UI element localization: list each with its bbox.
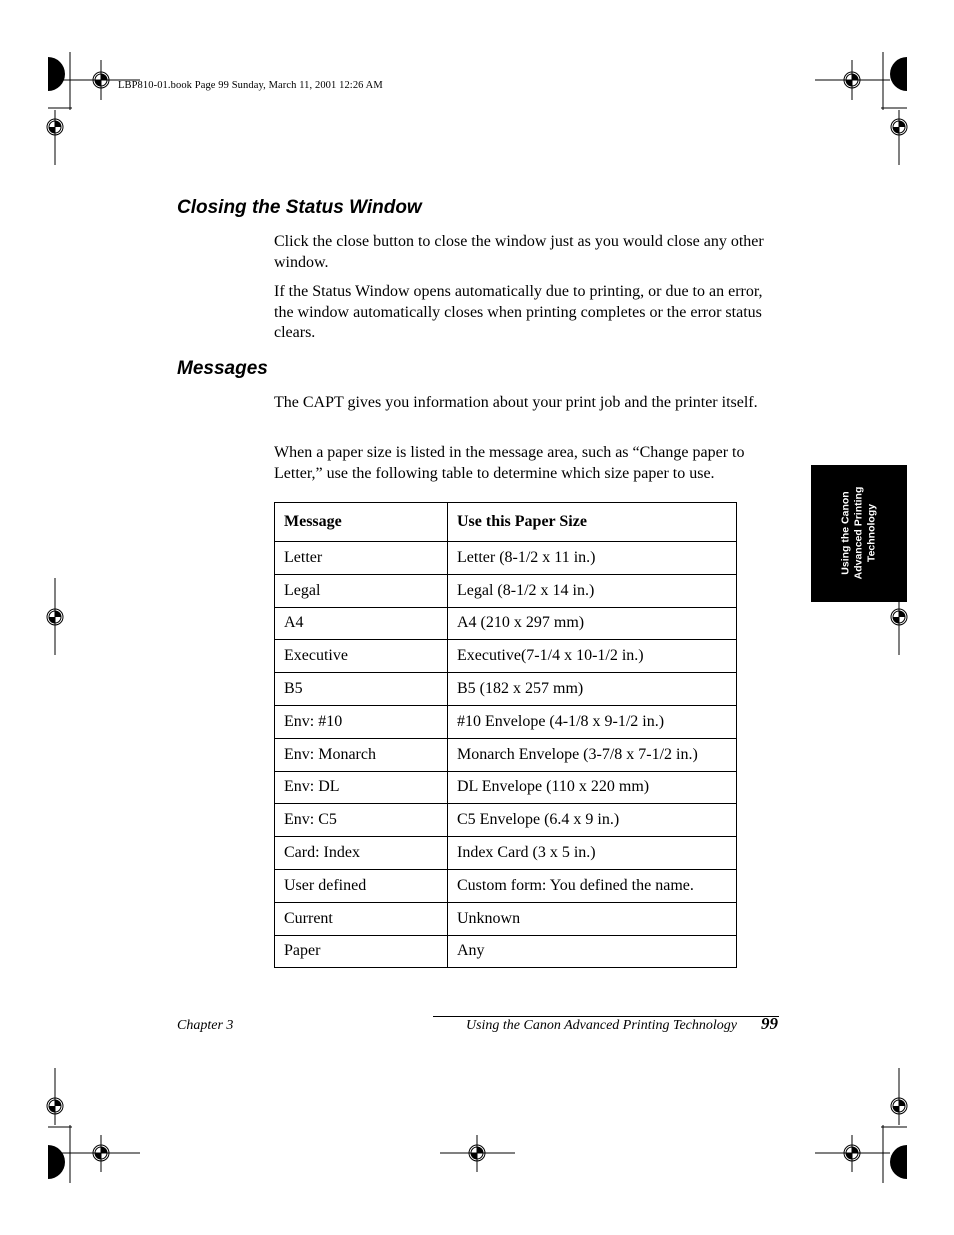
cell-message: Current bbox=[275, 902, 448, 935]
table-row bbox=[275, 738, 737, 771]
footer-chapter: Chapter 3 bbox=[177, 1018, 234, 1033]
table-row bbox=[275, 771, 737, 804]
column-header-paper-size: Use this Paper Size bbox=[448, 503, 737, 542]
cell-paper-size: Legal (8-1/2 x 14 in.) bbox=[448, 574, 737, 607]
cell-message: Env: #10 bbox=[275, 705, 448, 738]
cell-message: Card: Index bbox=[275, 837, 448, 870]
cell-paper-size: A4 (210 x 297 mm) bbox=[448, 607, 737, 640]
cell-message: B5 bbox=[275, 673, 448, 706]
cell-message: Env: C5 bbox=[275, 804, 448, 837]
page-number: 99 bbox=[761, 1014, 778, 1033]
cell-paper-size: Index Card (3 x 5 in.) bbox=[448, 837, 737, 870]
side-tab-line: Technology bbox=[865, 503, 878, 563]
cell-paper-size: Executive(7-1/4 x 10-1/2 in.) bbox=[448, 640, 737, 673]
cell-message: Letter bbox=[275, 542, 448, 575]
cell-paper-size: Letter (8-1/2 x 11 in.) bbox=[448, 542, 737, 575]
table-row bbox=[275, 935, 737, 968]
cell-message: Env: Monarch bbox=[275, 738, 448, 771]
heading-closing-status-window: Closing the Status Window bbox=[177, 197, 422, 218]
cell-paper-size: DL Envelope (110 x 220 mm) bbox=[448, 771, 737, 804]
table-row bbox=[275, 705, 737, 738]
side-tab-line: Advanced Printing bbox=[852, 486, 865, 580]
cell-paper-size: Custom form: You defined the name. bbox=[448, 869, 737, 902]
chapter-side-tab bbox=[811, 465, 907, 602]
table-row bbox=[275, 837, 737, 870]
footer-rule bbox=[433, 1016, 779, 1017]
cell-paper-size: C5 Envelope (6.4 x 9 in.) bbox=[448, 804, 737, 837]
table-row bbox=[275, 607, 737, 640]
paragraph: Click the close button to close the window just as you would close any other window. bbox=[274, 233, 764, 271]
cell-message: Executive bbox=[275, 640, 448, 673]
heading-messages: Messages bbox=[177, 358, 268, 379]
cell-message: A4 bbox=[275, 607, 448, 640]
table-row bbox=[275, 640, 737, 673]
cell-message: Paper bbox=[275, 935, 448, 968]
cell-paper-size: #10 Envelope (4-1/8 x 9-1/2 in.) bbox=[448, 705, 737, 738]
table-row bbox=[275, 804, 737, 837]
table-header-row bbox=[275, 503, 737, 542]
table-row bbox=[275, 673, 737, 706]
table-row bbox=[275, 542, 737, 575]
footer-title: Using the Canon Advanced Printing Technology bbox=[465, 1018, 737, 1033]
table-row bbox=[275, 869, 737, 902]
cell-message: User defined bbox=[275, 869, 448, 902]
cell-paper-size: Any bbox=[448, 935, 737, 968]
paragraph: The CAPT gives you information about your print job and the printer itself. bbox=[274, 394, 758, 411]
paragraph: When a paper size is listed in the message area, such as “Change paper to Letter,” use the following table to determine which size paper to use. bbox=[274, 444, 745, 482]
paper-size-table bbox=[274, 502, 737, 968]
cell-message: Env: DL bbox=[275, 771, 448, 804]
cell-paper-size: Monarch Envelope (3-7/8 x 7-1/2 in.) bbox=[448, 738, 737, 771]
column-header-message: Message bbox=[275, 503, 448, 542]
cell-paper-size: B5 (182 x 257 mm) bbox=[448, 673, 737, 706]
table-row bbox=[275, 902, 737, 935]
cell-paper-size: Unknown bbox=[448, 902, 737, 935]
paragraph: If the Status Window opens automatically due to printing, or due to an error, the window automatically closes when printing completes or the error status clears. bbox=[274, 283, 763, 341]
side-tab-line: Using the Canon bbox=[839, 491, 852, 575]
cell-message: Legal bbox=[275, 574, 448, 607]
table-row bbox=[275, 574, 737, 607]
file-header: LBP810-01.book Page 99 Sunday, March 11, 2001 12:26 AM bbox=[118, 80, 383, 91]
